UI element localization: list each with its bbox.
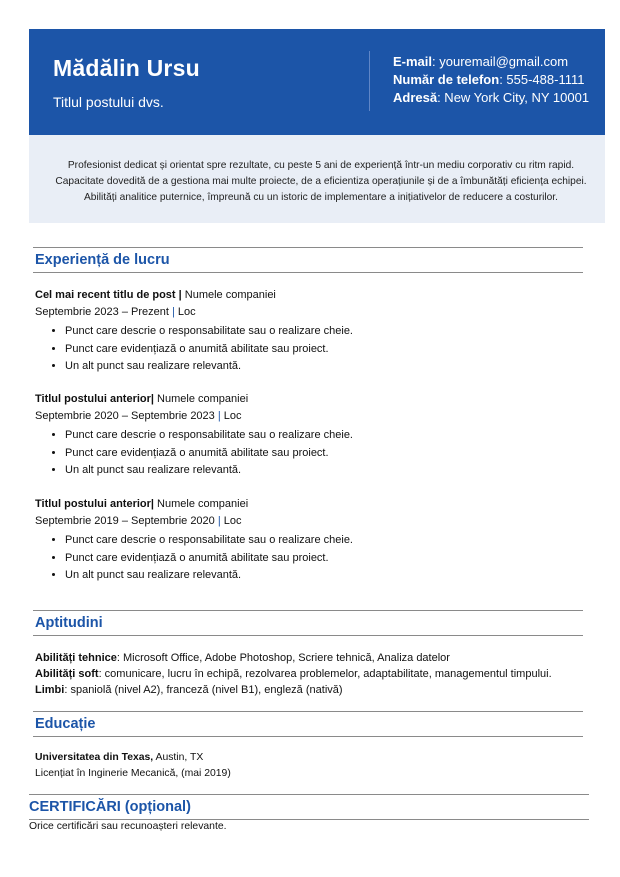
list-item: • Punct care descrie o responsabilitate sau o realizare cheie. xyxy=(65,427,595,445)
job-dates-line: Septembrie 2019 – Septembrie 2020 | Loc xyxy=(35,515,242,527)
skills-section-header xyxy=(33,610,583,636)
degree-line: Licențiat în Inginerie Mecanică, (mai 2019) xyxy=(35,768,231,779)
certifications-section-header xyxy=(29,794,589,820)
list-item: • Punct care evidențiază o anumită abilitate sau proiect. xyxy=(65,341,595,359)
candidate-job-title: Titlul postului dvs. xyxy=(53,94,164,110)
list-item: • Punct care descrie o responsabilitate sau o realizare cheie. xyxy=(65,532,595,550)
candidate-name: Mădălin Ursu xyxy=(53,55,200,81)
contact-phone: Număr de telefon: 555-488-1111 xyxy=(393,72,585,87)
language-skills: Limbi: spaniolă (nivel A2), franceză (nivel B1), engleză (nativă) xyxy=(35,684,343,696)
job-dates-line: Septembrie 2023 – Prezent | Loc xyxy=(35,306,196,318)
summary-text: Profesionist dedicat și orientat spre rezultate, cu peste 5 ani de experiență într-un mediu corporativ cu ritm rapid. Capacitate dovedită de a gestiona mai multe proiecte, de a eficientiza operațiunile și de a îmbunătăți eficiența echipei. Abilități analitice puternice, împreună cu un istoric de implementare a inițiativelor de reducere a costurilor. xyxy=(55,160,587,203)
list-item: • Un alt punct sau realizare relevantă. xyxy=(65,358,595,376)
education-section-header xyxy=(33,711,583,737)
contact-email: E-mail: youremail@gmail.com xyxy=(393,54,569,69)
school-line: Universitatea din Texas, Austin, TX xyxy=(35,752,204,763)
soft-skills: Abilități soft: comunicare, lucru în echipă, rezolvarea problemelor, adaptabilitate, managementul timpului. xyxy=(35,668,552,680)
contact-info xyxy=(393,53,589,107)
technical-skills: Abilități tehnice: Microsoft Office, Adobe Photoshop, Scriere tehnică, Analiza datelor xyxy=(35,652,450,664)
summary-box xyxy=(29,135,605,223)
job-title-line: Titlul postului anterior| Numele companiei xyxy=(35,498,249,510)
header-divider xyxy=(369,51,370,111)
job-dates-line: Septembrie 2020 – Septembrie 2023 | Loc xyxy=(35,410,242,422)
job-entry xyxy=(35,496,595,585)
skills-list xyxy=(35,650,552,698)
experience-heading: Experiență de lucru xyxy=(35,252,170,268)
list-item: • Un alt punct sau realizare relevantă. xyxy=(65,567,595,585)
skills-heading: Aptitudini xyxy=(35,615,103,631)
job-bullets xyxy=(35,532,595,585)
education-entry xyxy=(35,750,231,782)
list-item: • Un alt punct sau realizare relevantă. xyxy=(65,462,595,480)
list-item: • Punct care evidențiază o anumită abilitate sau proiect. xyxy=(65,445,595,463)
list-item: • Punct care descrie o responsabilitate sau o realizare cheie. xyxy=(65,323,595,341)
certifications-heading: CERTIFICĂRI (opțional) xyxy=(29,799,191,815)
contact-address: Adresă: New York City, NY 10001 xyxy=(393,90,590,105)
job-title-line: Cel mai recent titlu de post | Numele companiei xyxy=(35,289,276,301)
job-bullets xyxy=(35,323,595,376)
job-entry xyxy=(35,391,595,480)
job-entry xyxy=(35,287,595,376)
resume-header xyxy=(29,29,605,135)
education-heading: Educație xyxy=(35,716,96,732)
list-item: • Punct care evidențiază o anumită abilitate sau proiect. xyxy=(65,550,595,568)
job-bullets xyxy=(35,427,595,480)
certifications-text: Orice certificări sau recunoașteri relevante. xyxy=(29,821,227,832)
experience-section-header xyxy=(33,247,583,273)
job-title-line: Titlul postului anterior| Numele companiei xyxy=(35,393,249,405)
